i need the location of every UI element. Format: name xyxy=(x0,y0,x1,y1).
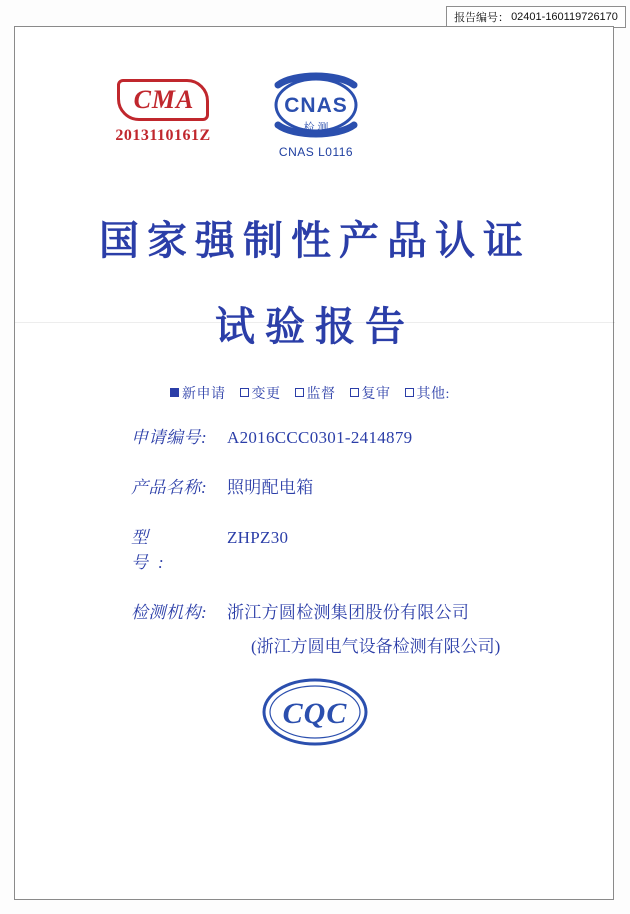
accreditation-marks xyxy=(15,71,615,181)
checkbox-other-label: 其他: xyxy=(416,387,450,402)
cma-text: CMA xyxy=(133,85,195,114)
field-model-value: ZHPZ30 xyxy=(227,528,289,547)
checkbox-review-icon[interactable] xyxy=(350,388,359,397)
cma-icon xyxy=(117,79,209,121)
checkbox-option-change[interactable] xyxy=(240,383,281,403)
page-title: 国家强制性产品认证 xyxy=(99,218,531,263)
cnas-icon xyxy=(258,71,374,143)
svg-text:CNAS: CNAS xyxy=(284,94,348,117)
checkbox-option-review[interactable] xyxy=(350,383,391,403)
checkbox-option-new[interactable] xyxy=(170,383,226,403)
report-number-value: 02401-160119726170 xyxy=(511,11,618,23)
checkbox-change-label: 变更 xyxy=(251,387,281,402)
field-model xyxy=(15,523,615,573)
field-model-label: 型 号: xyxy=(131,528,212,572)
cqc-seal xyxy=(15,667,615,757)
checkbox-option-other[interactable] xyxy=(405,383,450,403)
field-testing-agency-label: 检测机构: xyxy=(131,603,208,622)
application-type-row xyxy=(15,383,615,403)
checkbox-change-icon[interactable] xyxy=(240,388,249,397)
report-number-label: 报告编号： xyxy=(454,12,510,24)
field-testing-agency xyxy=(15,598,615,623)
document-frame xyxy=(14,26,614,900)
checkbox-review-label: 复审 xyxy=(361,387,391,402)
report-number-bar xyxy=(446,6,626,28)
field-application-number xyxy=(15,423,615,448)
field-product-name-label: 产品名称: xyxy=(131,478,208,497)
cma-mark-block xyxy=(83,79,243,145)
svg-text:CQC: CQC xyxy=(282,697,348,730)
field-product-name xyxy=(15,473,615,498)
checkbox-other-icon[interactable] xyxy=(405,388,414,397)
field-product-name-value: 照明配电箱 xyxy=(227,478,314,497)
cma-code: 2013110161Z xyxy=(115,127,211,144)
checkbox-supervision-icon[interactable] xyxy=(295,388,304,397)
checkbox-option-supervision[interactable] xyxy=(295,383,336,403)
field-testing-agency-subline: (浙江方圆电气设备检测有限公司) xyxy=(251,637,501,656)
field-application-number-label: 申请编号: xyxy=(131,428,208,447)
svg-text:检 测: 检 测 xyxy=(303,122,329,134)
checkbox-new-label: 新申请 xyxy=(182,387,226,402)
cnas-code: CNAS L0116 xyxy=(278,145,354,159)
field-application-number-value: A2016CCC0301-2414879 xyxy=(227,428,413,447)
field-testing-agency-value: 浙江方圆检测集团股份有限公司 xyxy=(227,603,470,622)
page-subtitle: 试验报告 xyxy=(215,304,415,349)
cnas-mark-block xyxy=(231,71,401,159)
checkbox-supervision-label: 监督 xyxy=(306,387,336,402)
field-list xyxy=(15,423,615,657)
checkbox-new-icon[interactable] xyxy=(170,388,179,397)
